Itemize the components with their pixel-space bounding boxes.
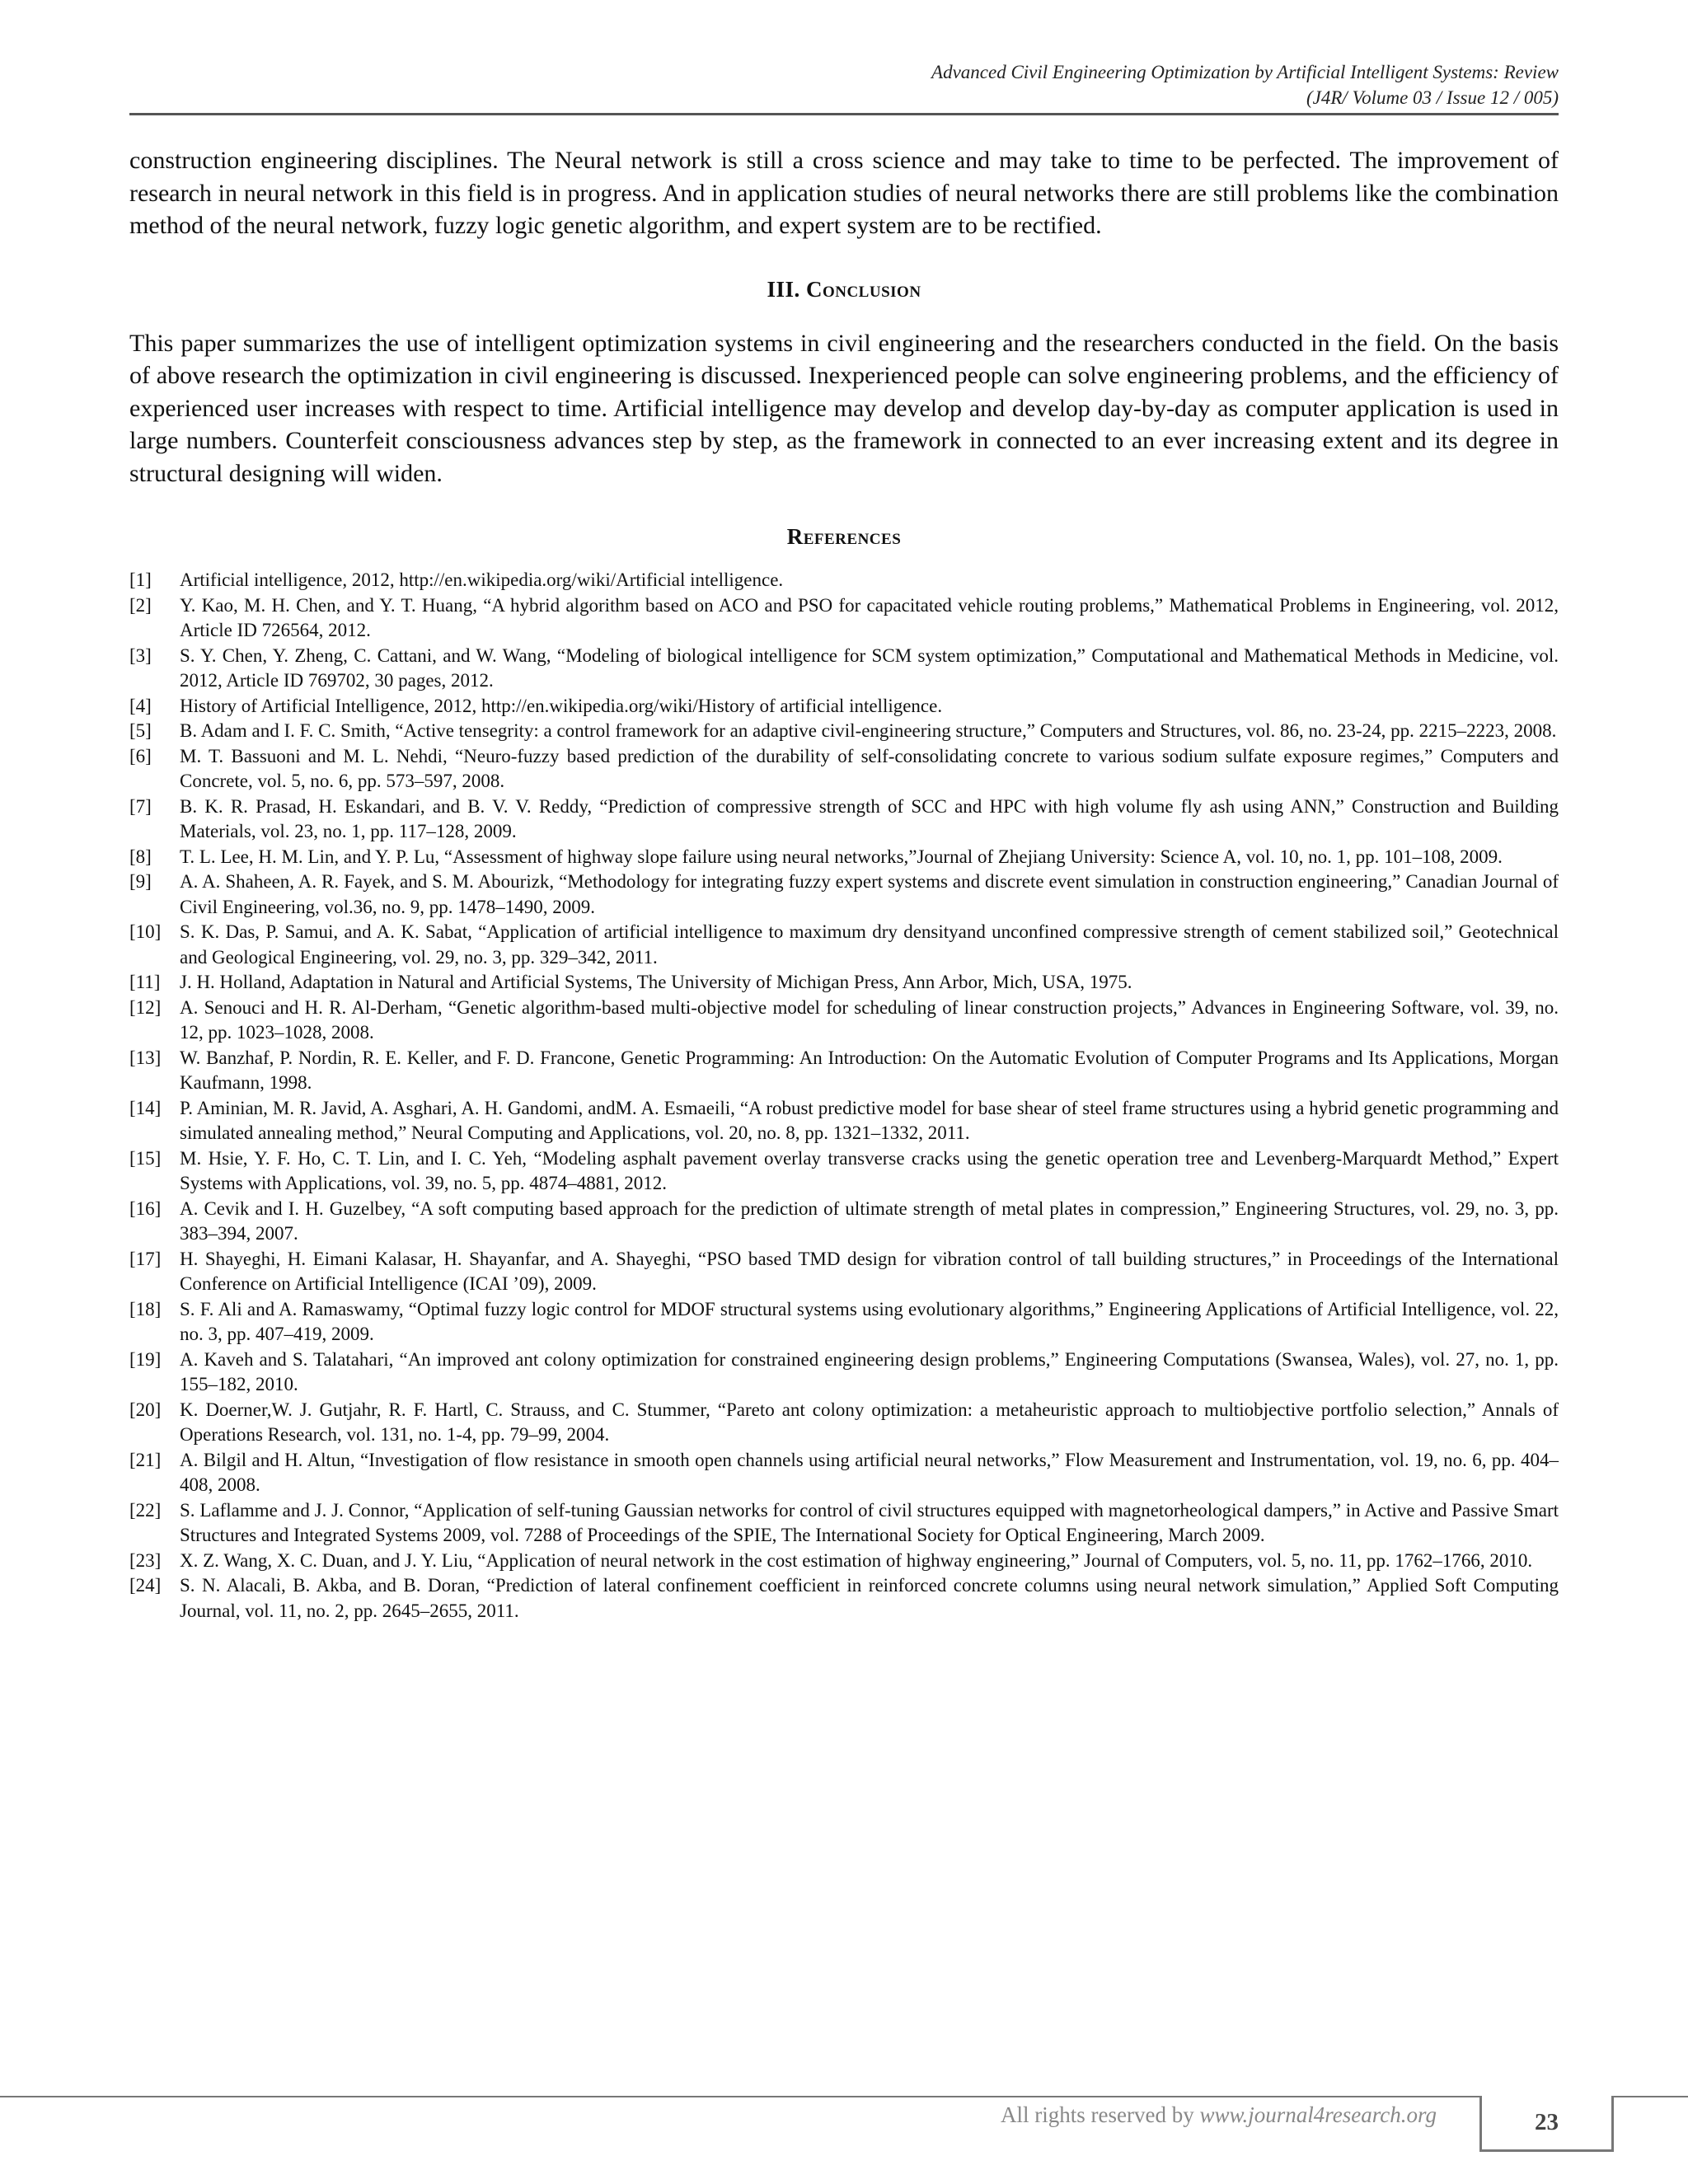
- header-issue: (J4R/ Volume 03 / Issue 12 / 005): [1306, 87, 1559, 108]
- reference-item: [129, 593, 1559, 644]
- footer-rule-left: [0, 2096, 1481, 2097]
- reference-number: [13]: [129, 1047, 162, 1068]
- conclusion-paragraph: This paper summarizes the use of intelligent optimization systems in civil engineering and the researchers conducted in the field. On the basis of above research the optimization in civil engineering is discussed. Inexperienced people can solve engineering problems, and the efficiency of experienced user increases with respect to time. Artificial intelligence may develop and develop day-by-day as computer application is used in large numbers. Counterfeit consciousness advances step by step, as the framework in connected to an ever increasing extent and its degree in structural designing will widen.: [129, 329, 1559, 487]
- reference-text: W. Banzhaf, P. Nordin, R. E. Keller, and F. D. Francone, Genetic Programming: An Introduction: On the Automatic Evolution of Computer Programs and Its Applications, Morgan Kaufmann, 1998.: [180, 1047, 1559, 1093]
- reference-text: Artificial intelligence, 2012, http://en.wikipedia.org/wiki/Artificial intelligence.: [180, 569, 784, 590]
- reference-number: [17]: [129, 1248, 162, 1269]
- reference-number: [23]: [129, 1549, 162, 1571]
- references-list: [129, 568, 1559, 1624]
- reference-item: [129, 1247, 1559, 1297]
- header-divider: [129, 113, 1559, 115]
- reference-text: P. Aminian, M. R. Javid, A. Asghari, A. H. Gandomi, andM. A. Esmaeili, “A robust predictive model for base shear of steel frame structures using a hybrid genetic programming and simulated annealing method,” Neural Computing and Applications, vol. 20, no. 8, pp. 1321–1332, 2011.: [180, 1097, 1559, 1143]
- reference-text: A. A. Shaheen, A. R. Fayek, and S. M. Abourizk, “Methodology for integrating fuzzy expert systems and discrete event simulation in construction engineering,” Canadian Journal of Civil Engineering, vol.36, no. 9, pp. 1478–1490, 2009.: [180, 871, 1559, 917]
- reference-item: [129, 1448, 1559, 1498]
- reference-number: [12]: [129, 996, 162, 1018]
- reference-number: [20]: [129, 1399, 162, 1420]
- reference-text: B. Adam and I. F. C. Smith, “Active tensegrity: a control framework for an adaptive civil-engineering structure,” Computers and Structures, vol. 86, no. 23-24, pp. 2215–2223, 2008.: [180, 720, 1557, 741]
- reference-text: S. N. Alacali, B. Akba, and B. Doran, “Prediction of lateral confinement coefficient in reinforced concrete columns using neural network simulation,” Applied Soft Computing Journal, vol. 11, no. 2, pp. 2645–2655, 2011.: [180, 1575, 1559, 1621]
- reference-number: [14]: [129, 1097, 162, 1118]
- reference-number: [1]: [129, 569, 152, 590]
- reference-number: [19]: [129, 1348, 162, 1370]
- reference-text: History of Artificial Intelligence, 2012, http://en.wikipedia.org/wiki/History of artificial intelligence.: [180, 695, 943, 716]
- reference-item: [129, 1046, 1559, 1096]
- reference-number: [6]: [129, 745, 152, 766]
- page-number: 23: [1479, 2096, 1614, 2152]
- reference-item: [129, 1347, 1559, 1398]
- reference-text: A. Bilgil and H. Altun, “Investigation of flow resistance in smooth open channels using artificial neural networks,” Flow Measurement and Instrumentation, vol. 19, no. 6, pp. 404–408, 2008.: [180, 1449, 1559, 1495]
- reference-item: [129, 1297, 1559, 1347]
- footer-url[interactable]: www.journal4research.org: [1199, 2102, 1437, 2127]
- reference-text: A. Kaveh and S. Talatahari, “An improved ant colony optimization for constrained engineering design problems,” Engineering Computations (Swansea, Wales), vol. 27, no. 1, pp. 155–182, 2010.: [180, 1348, 1559, 1394]
- reference-number: [24]: [129, 1575, 162, 1596]
- reference-item: [129, 1197, 1559, 1247]
- reference-number: [8]: [129, 846, 152, 867]
- page-body: [129, 144, 1559, 1624]
- reference-item: [129, 1549, 1559, 1574]
- footer-rule-right: [1611, 2096, 1688, 2097]
- reference-text: S. F. Ali and A. Ramaswamy, “Optimal fuzzy logic control for MDOF structural systems using evolutionary algorithms,” Engineering Applications of Artificial Intelligence, vol. 22, no. 3, pp. 407–419, 2009.: [180, 1298, 1559, 1344]
- reference-number: [7]: [129, 795, 152, 817]
- reference-text: X. Z. Wang, X. C. Duan, and J. Y. Liu, “Application of neural network in the cost estimation of highway engineering,” Journal of Computers, vol. 5, no. 11, pp. 1762–1766, 2010.: [180, 1549, 1533, 1571]
- reference-number: [4]: [129, 695, 152, 716]
- reference-number: [21]: [129, 1449, 162, 1470]
- reference-number: [5]: [129, 720, 152, 741]
- reference-number: [18]: [129, 1298, 162, 1319]
- reference-number: [3]: [129, 644, 152, 666]
- reference-number: [22]: [129, 1499, 162, 1521]
- reference-number: [10]: [129, 921, 162, 942]
- reference-item: [129, 1096, 1559, 1146]
- reference-text: S. K. Das, P. Samui, and A. K. Sabat, “Application of artificial intelligence to maximum dry densityand unconfined compressive strength of cement stabilized soil,” Geotechnical and Geological Engineering, vol. 29, no. 3, pp. 329–342, 2011.: [180, 921, 1559, 968]
- reference-item: [129, 1573, 1559, 1624]
- reference-item: [129, 1498, 1559, 1549]
- reference-text: H. Shayeghi, H. Eimani Kalasar, H. Shayanfar, and A. Shayeghi, “PSO based TMD design for vibration control of tall building structures,” in Proceedings of the International Conference on Artificial Intelligence (ICAI ’09), 2009.: [180, 1248, 1559, 1294]
- reference-number: [9]: [129, 871, 152, 892]
- reference-item: [129, 970, 1559, 996]
- header-title: Advanced Civil Engineering Optimization by Artificial Intelligent Systems: Review: [931, 62, 1559, 82]
- reference-item: [129, 694, 1559, 719]
- reference-text: M. T. Bassuoni and M. L. Nehdi, “Neuro-fuzzy based prediction of the durability of self-consolidating concrete to various sodium sulfate exposure regimes,” Computers and Concrete, vol. 5, no. 6, pp. 573–597, 2008.: [180, 745, 1559, 791]
- reference-item: [129, 920, 1559, 970]
- reference-text: J. H. Holland, Adaptation in Natural and Artificial Systems, The University of Michigan Press, Ann Arbor, Mich, USA, 1975.: [180, 972, 1132, 992]
- reference-item: [129, 719, 1559, 744]
- reference-item: [129, 845, 1559, 870]
- conclusion-heading: III. Conclusion: [767, 276, 921, 302]
- reference-item: [129, 1146, 1559, 1197]
- reference-text: Y. Kao, M. H. Chen, and Y. T. Huang, “A hybrid algorithm based on ACO and PSO for capacitated vehicle routing problems,” Mathematical Problems in Engineering, vol. 2012, Article ID 726564, 2012.: [180, 594, 1559, 640]
- reference-text: M. Hsie, Y. F. Ho, C. T. Lin, and I. C. Yeh, “Modeling asphalt pavement overlay transverse cracks using the genetic operation tree and Levenberg-Marquardt Method,” Expert Systems with Applications, vol. 39, no. 5, pp. 4874–4881, 2012.: [180, 1147, 1559, 1193]
- reference-item: [129, 794, 1559, 845]
- references-heading: References: [786, 524, 902, 549]
- reference-item: [129, 644, 1559, 694]
- intro-paragraph: construction engineering disciplines. The Neural network is still a cross science and may take to time to be perfected. The improvement of research in neural network in this field is in progress. And in application studies of neural networks there are still problems like the combination method of the neural network, fuzzy logic genetic algorithm, and expert system are to be rectified.: [129, 147, 1559, 239]
- reference-number: [15]: [129, 1147, 162, 1169]
- reference-item: [129, 996, 1559, 1046]
- reference-text: S. Laflamme and J. J. Connor, “Application of self-tuning Gaussian networks for control of civil structures equipped with magnetorheological dampers,” in Active and Passive Smart Structures and Integrated Systems 2009, vol. 7288 of Proceedings of the SPIE, The International Society for Optical Engineering, March 2009.: [180, 1499, 1559, 1545]
- reference-number: [11]: [129, 972, 161, 992]
- footer-rights: [1001, 2102, 1437, 2128]
- reference-text: A. Senouci and H. R. Al-Derham, “Genetic algorithm-based multi-objective model for scheduling of linear construction projects,” Advances in Engineering Software, vol. 39, no. 12, pp. 1023–1028, 2008.: [180, 996, 1559, 1043]
- running-header: [931, 59, 1559, 110]
- reference-text: T. L. Lee, H. M. Lin, and Y. P. Lu, “Assessment of highway slope failure using neural networks,”Journal of Zhejiang University: Science A, vol. 10, no. 1, pp. 101–108, 2009.: [180, 846, 1503, 867]
- reference-number: [16]: [129, 1197, 162, 1219]
- footer-rights-label: All rights reserved by: [1001, 2102, 1194, 2127]
- reference-item: [129, 1398, 1559, 1448]
- reference-text: B. K. R. Prasad, H. Eskandari, and B. V. V. Reddy, “Prediction of compressive strength of SCC and HPC with high volume fly ash using ANN,” Construction and Building Materials, vol. 23, no. 1, pp. 117–128, 2009.: [180, 795, 1559, 841]
- reference-item: [129, 869, 1559, 920]
- reference-item: [129, 568, 1559, 593]
- reference-number: [2]: [129, 594, 152, 616]
- reference-text: S. Y. Chen, Y. Zheng, C. Cattani, and W. Wang, “Modeling of biological intelligence for SCM system optimization,” Computational and Mathematical Methods in Medicine, vol. 2012, Article ID 769702, 30 pages, 2012.: [180, 644, 1559, 691]
- reference-text: A. Cevik and I. H. Guzelbey, “A soft computing based approach for the prediction of ultimate strength of metal plates in compression,” Engineering Structures, vol. 29, no. 3, pp. 383–394, 2007.: [180, 1197, 1559, 1244]
- reference-item: [129, 744, 1559, 794]
- reference-text: K. Doerner,W. J. Gutjahr, R. F. Hartl, C. Strauss, and C. Stummer, “Pareto ant colony optimization: a metaheuristic approach to multiobjective portfolio selection,” Annals of Operations Research, vol. 131, no. 1-4, pp. 79–99, 2004.: [180, 1399, 1559, 1445]
